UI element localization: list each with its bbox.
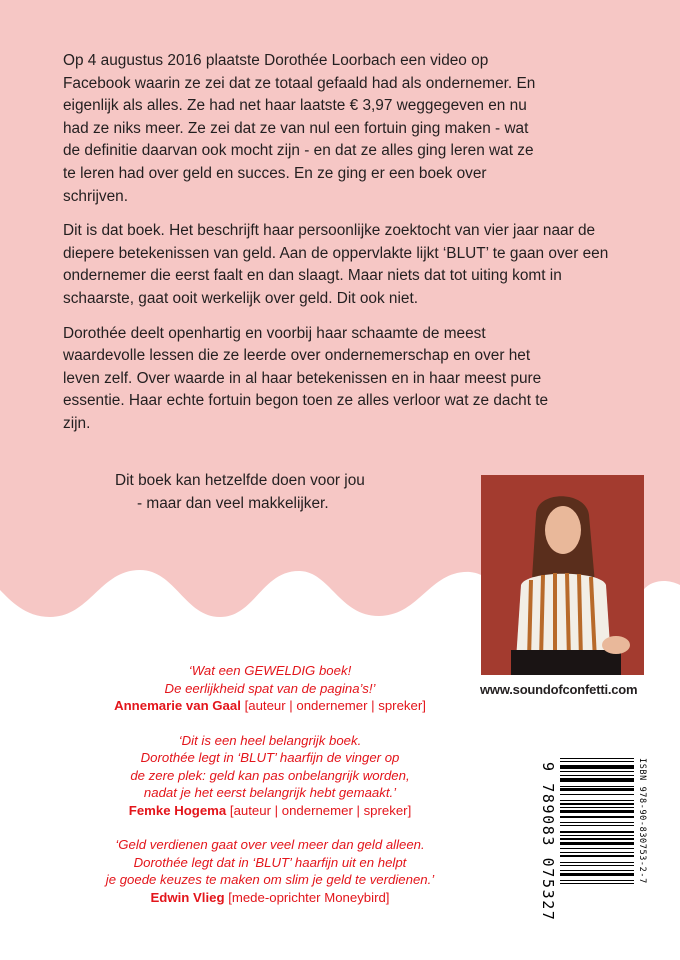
closing-line: Dit boek kan hetzelfde doen voor jou: [115, 472, 365, 489]
quote-line: de zere plek: geld kan pas onbelangrijk worden,: [130, 767, 410, 783]
barcode-bar: [560, 880, 634, 881]
blurb-paragraph-2: Dit is dat boek. Het beschrijft haar persoonlijke zoektocht van vier jaar naar de diepere betekenissen van geld. Aan de oppervlakte lijkt ‘BLUT’ te gaan over een ondernemer die eerst faalt en dan slaagt. Maar niets dat tot uiting komt in schaarste, gaat ooit werkelijk over geld. Dit ook niet.: [63, 222, 609, 307]
barcode-bar: [560, 786, 634, 787]
barcode-bar: [560, 855, 634, 857]
barcode-bar: [560, 788, 634, 790]
endorser-role: [mede-oprichter Moneybird]: [228, 889, 390, 905]
barcode-bar: [560, 873, 634, 876]
quote-line: Dorothée legt dat in ‘BLUT’ haarfijn uit en helpt: [133, 854, 407, 870]
endorsement: [60, 836, 480, 906]
barcode-bar: [560, 775, 634, 776]
closing-line: - maar dan veel makkelijker.: [137, 494, 329, 512]
quote-line: ‘Geld verdienen gaat over veel meer dan geld alleen.: [115, 837, 425, 852]
barcode-bar: [560, 831, 634, 833]
barcode-bar: [560, 838, 634, 840]
barcode-bar: [560, 807, 634, 808]
endorsement: [60, 662, 480, 715]
quote-line: ‘Wat een GEWELDIG boek!: [188, 663, 352, 678]
endorser-role: [auteur | ondernemer | spreker]: [244, 698, 426, 713]
website-link[interactable]: www.soundofconfetti.com: [480, 682, 638, 697]
barcode-bar: [560, 761, 634, 762]
barcode-bar: [560, 758, 634, 759]
quote-line: De eerlijkheid spat van de pagina’s!’: [164, 680, 376, 696]
barcode-digits: 9 789083 075327: [539, 762, 557, 922]
barcode-bar: [560, 771, 634, 772]
endorser-name: Femke Hogema: [128, 802, 227, 818]
blurb-paragraph-3: Dorothée deelt openhartig en voorbij haar schaamte de meest waardevolle lessen die ze leerde over ondernemerschap en over het leven zelf. Over waarde in al haar betekenissen en in haar meest pure essentie. Haar echte fortuin begon toen ze alles verloor wat ze dacht te zijn.: [63, 324, 549, 432]
barcode-bar: [560, 822, 634, 823]
quote-line: je goede keuzes te maken om slim je geld te verdienen.’: [105, 872, 435, 887]
author-photo: [481, 475, 644, 675]
endorser-role: [auteur | ondernemer | spreker]: [229, 802, 412, 818]
barcode-bar: [560, 778, 634, 781]
blurb-closing: [115, 470, 365, 515]
quote-line: ‘Dit is een heel belangrijk boek.: [178, 732, 362, 748]
endorser-name: Annemarie van Gaal: [114, 698, 241, 713]
blurb-paragraph-1: Op 4 augustus 2016 plaatste Dorothée Loorbach een video op Facebook waarin ze zei dat ze totaal gefaald had als ondernemer. En eigenlijk als alles. Ze had net haar laatste € 3,97 weggegeven en nu had ze niks meer. Ze zei dat ze van nul een fortuin ging maken - wat de definitie daarvan ook mocht zijn - en dat ze alles ging leren wat ze te leren had over geld en succes. En ze ging er een boek over schrijven.: [63, 52, 536, 205]
barcode-bar: [560, 883, 634, 884]
barcode-bar: [560, 800, 634, 801]
barcode-bar: [560, 835, 634, 836]
endorsements: [60, 662, 480, 923]
isbn-number: ISBN 978-90-830753-2-7: [637, 758, 647, 884]
back-cover-blurb: [63, 50, 633, 448]
barcode-bar: [560, 810, 634, 813]
barcode-bar: [560, 862, 634, 863]
barcode-bar: [560, 870, 634, 871]
barcode-bar: [560, 803, 634, 805]
barcode-bar: [560, 765, 634, 768]
isbn-barcode: [538, 738, 658, 938]
quote-line: nadat je het eerst belangrijk hebt gemaakt.’: [143, 785, 397, 800]
barcode-bar: [560, 842, 634, 845]
barcode-bar: [560, 852, 634, 853]
endorser-name: Edwin Vlieg: [150, 889, 225, 905]
quote-line: Dorothée legt in ‘BLUT’ haarfijn de vinger op: [140, 750, 400, 765]
barcode-bar: [560, 794, 634, 795]
barcode-bar: [560, 825, 634, 826]
barcode-bar: [560, 816, 634, 818]
barcode-bar: [560, 848, 634, 849]
barcode-bars: [560, 758, 634, 928]
barcode-bar: [560, 865, 634, 866]
endorsement: [60, 732, 480, 820]
